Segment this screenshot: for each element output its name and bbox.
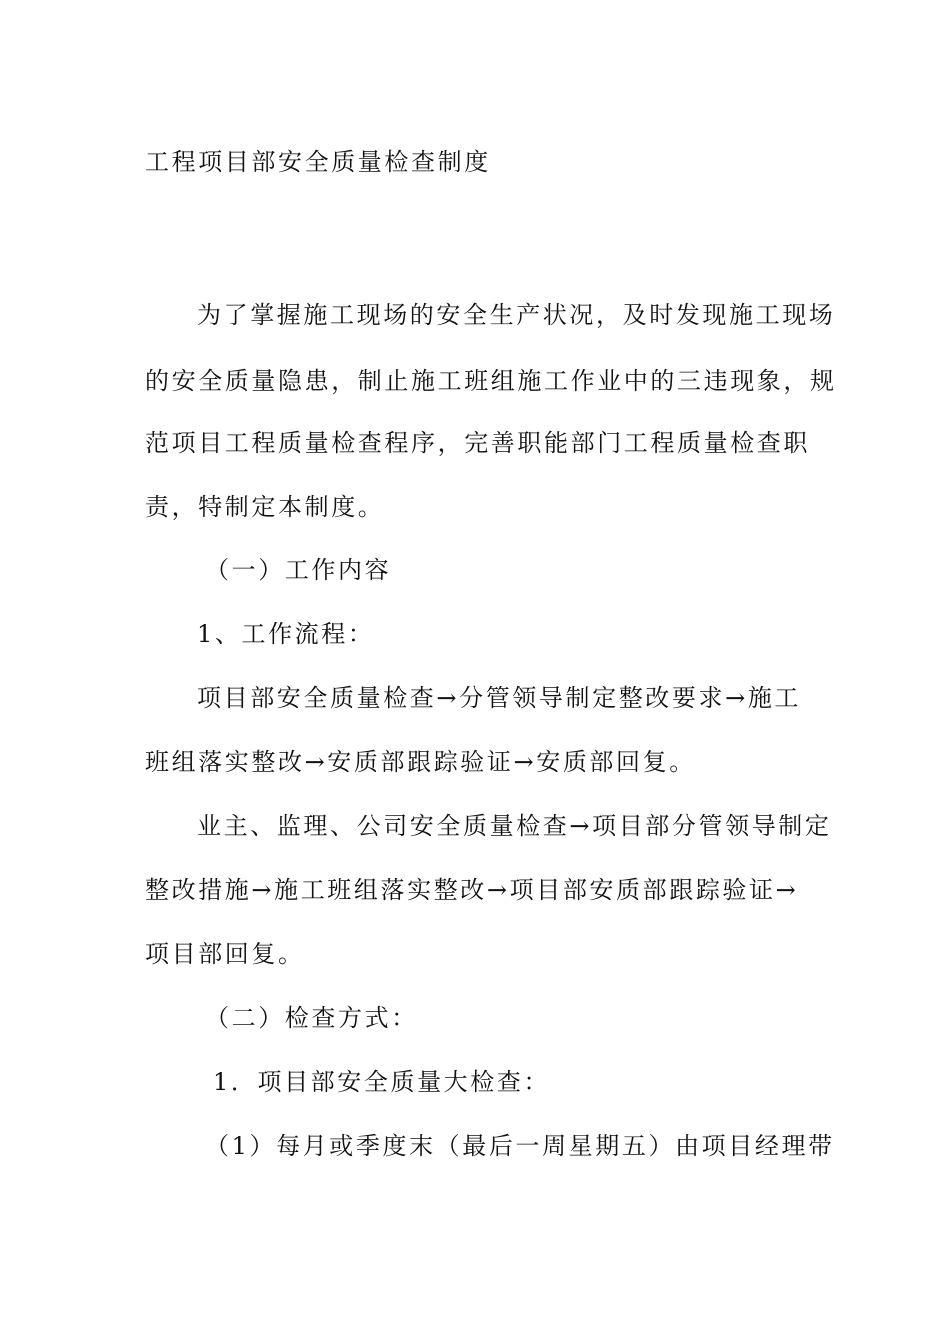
intro-line-2: 的安全质量隐患，制止施工班组施工作业中的三违现象，规 (145, 367, 837, 395)
intro-line-1: 为了掌握施工现场的安全生产状况，及时发现施工现场 (197, 301, 836, 329)
flow-1-line-2: 班组落实整改→安质部跟踪验证→安质部回复。 (145, 748, 696, 776)
item-2-heading: 1．项目部安全质量大检查： (213, 1068, 551, 1096)
item-2-sub-1: （1）每月或季度末（最后一周星期五）由项目经理带 (205, 1132, 835, 1160)
flow-2-line-2: 整改措施→施工班组落实整改→项目部安质部跟踪验证→ (145, 876, 799, 904)
item-1-heading: 1、工作流程： (197, 620, 375, 648)
intro-line-3: 范项目工程质量检查程序，完善职能部门工程质量检查职 (145, 429, 810, 457)
flow-2-line-3: 项目部回复。 (145, 940, 305, 968)
section-1-heading: （一）工作内容 (205, 556, 392, 584)
flow-1-line-1: 项目部安全质量检查→分管领导制定整改要求→施工 (197, 684, 802, 712)
section-2-heading: （二）检查方式： (205, 1004, 418, 1032)
document-title: 工程项目部安全质量检查制度 (145, 148, 491, 176)
intro-line-4: 责，特制定本制度。 (145, 493, 385, 521)
flow-2-line-1: 业主、监理、公司安全质量检查→项目部分管领导制定 (197, 812, 832, 840)
